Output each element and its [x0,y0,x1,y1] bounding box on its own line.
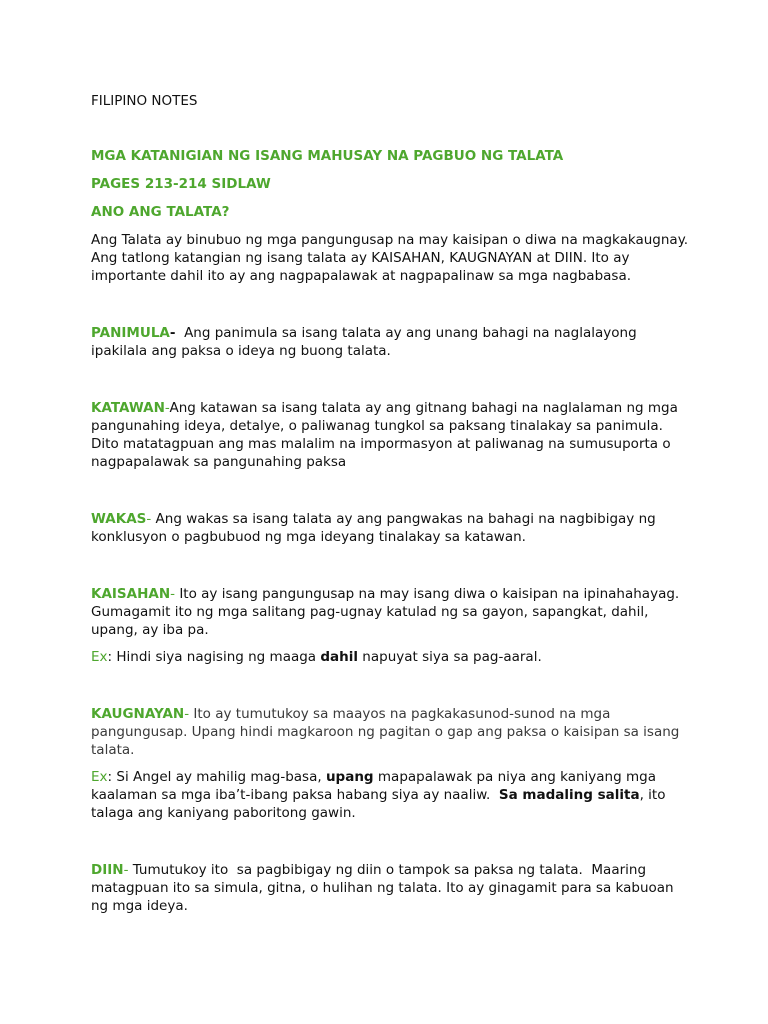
kaugnayan-text: Ito ay tumutukoy sa maayos na pagkakasunod-sunod na mga pangungusap. Upang hindi magkaroon ng pagitan o gap ang paksa o kaisipan sa isang talata. [91,706,680,758]
wakas-dash: - [146,511,152,527]
kaisahan-example [91,648,691,666]
pages-heading: PAGES 213-214 SIDLAW [91,176,271,192]
kaugnayan-term: KAUGNAYAN [91,706,185,722]
kaugnayan-paragraph [91,705,691,759]
question-heading: ANO ANG TALATA? [91,204,230,220]
document-page [91,92,691,915]
diin-dash: - [123,862,129,878]
katawan-term: KATAWAN [91,400,165,416]
katawan-paragraph [91,399,691,471]
kaisahan-paragraph [91,585,691,639]
kaugnayan-example-bold-1: upang [325,769,374,785]
kaisahan-dash: - [170,586,176,602]
kaisahan-example-text-after: napuyat siya sa pag-aaral. [358,649,542,665]
kaisahan-example-bold: dahil [320,649,359,665]
kaisahan-term: KAISAHAN [91,586,171,602]
wakas-text: Ang wakas sa isang talata ay ang pangwakas na bahagi na nagbibigay ng konklusyon o pagbubuod ng mga ideyang tinalakay sa katawan. [91,511,656,545]
kaugnayan-example-text-1: : Si Angel ay mahilig mag-basa, [107,769,326,785]
kaisahan-example-label: Ex [91,649,108,665]
diin-term: DIIN [91,862,124,878]
panimula-text: Ang panimula sa isang talata ay ang unang bahagi na naglalayong ipakilala ang paksa o ideya ng buong talata. [91,325,641,359]
kaugnayan-dash: - [184,706,190,722]
panimula-paragraph [91,324,691,360]
wakas-term: WAKAS [91,511,147,527]
kaisahan-example-text-before: : Hindi siya nagising ng maaga [107,649,321,665]
kaugnayan-example-text-2: mapapalawak pa niya ang kaniyang mga kaalaman sa mga iba’t-ibang paksa habang siya ay naaliw. [91,769,661,803]
wakas-paragraph [91,510,691,546]
main-heading: MGA KATANIGIAN NG ISANG MAHUSAY NA PAGBUO NG TALATA [91,148,564,164]
document-title: FILIPINO NOTES [91,93,198,109]
panimula-term: PANIMULA [91,325,170,341]
intro-paragraph: Ang Talata ay binubuo ng mga pangungusap na may kaisipan o diwa na magkakaugnay. Ang tatlong katangian ng isang talata ay KAISAHAN, KAUGNAYAN at DIIN. Ito ay importante dahil ito ay ang nagpapalawak at nagpapalinaw sa mga nagbabasa. [91,232,689,284]
diin-text: Tumutukoy ito sa pagbibigay ng diin o tampok sa paksa ng talata. Maaring matagpuan ito sa simula, gitna, o hulihan ng talata. Ito ay ginagamit para sa kabuoan ng mga ideya. [91,862,678,914]
kaisahan-text: Ito ay isang pangungusap na may isang diwa o kaisipan na ipinahahayag. Gumagamit ito ng mga salitang pag-ugnay katulad ng sa gayon, sapangkat, dahil, upang, ay iba pa. [91,586,680,638]
katawan-text: Ang katawan sa isang talata ay ang gitnang bahagi na naglalaman ng mga pangunahing ideya, detalye, o paliwanag tungkol sa paksang tinalakay sa panimula. Dito matatagpuan ang mas malalim na impormasyon at paliwanag na sumusuporta o nagpapalawak sa pangunahing paksa [91,400,678,470]
kaugnayan-example [91,768,691,822]
kaugnayan-example-bold-2: Sa madaling salita [498,787,640,803]
kaugnayan-example-text-3: , ito talaga ang kaniyang paboritong gawin. [91,787,666,821]
katawan-dash: - [164,400,170,416]
diin-paragraph [91,861,691,915]
kaugnayan-example-label: Ex [91,769,108,785]
panimula-dash: - [169,325,176,341]
